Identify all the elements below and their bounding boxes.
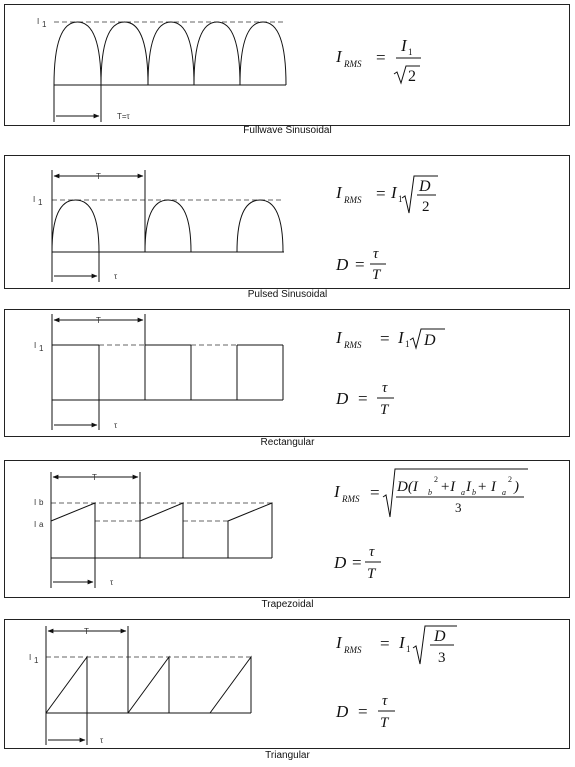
- tri-1: [46, 657, 87, 713]
- svg-text:1: 1: [39, 344, 44, 353]
- svg-text:T: T: [372, 267, 381, 283]
- svg-text:=: =: [380, 329, 390, 348]
- svg-text:D(I: D(I: [397, 479, 418, 495]
- svg-text:RMS: RMS: [344, 340, 362, 350]
- svg-text:RMS: RMS: [342, 494, 360, 504]
- svg-text:I: I: [399, 633, 405, 652]
- svg-text:T: T: [84, 627, 89, 636]
- svg-text:I: I: [336, 633, 342, 652]
- svg-text:I: I: [336, 47, 342, 66]
- svg-text:=: =: [370, 483, 380, 502]
- svg-text:I: I: [336, 328, 342, 347]
- svg-text:D: D: [336, 255, 349, 274]
- hump-5: [240, 22, 286, 85]
- svg-text:RMS: RMS: [344, 645, 362, 655]
- svg-text:T: T: [92, 473, 97, 482]
- triangular-waveform: [29, 626, 251, 745]
- tri-3: [210, 657, 251, 713]
- fullwave-formula: [335, 36, 421, 85]
- trapezoidal-formula: [333, 469, 528, 582]
- i1-label: I: [34, 341, 37, 350]
- hump-2: [101, 22, 148, 85]
- svg-text:1: 1: [405, 339, 410, 349]
- sqrt-sign: [394, 66, 420, 83]
- trapezoidal-waveform: [34, 472, 272, 588]
- svg-text:D: D: [336, 702, 349, 721]
- svg-text:D: D: [434, 628, 446, 645]
- svg-text:a: a: [39, 520, 44, 529]
- svg-text:T: T: [96, 316, 101, 325]
- hump-4: [194, 22, 240, 85]
- ib-label: I: [34, 498, 37, 507]
- svg-text:): ): [514, 479, 519, 495]
- svg-text:=: =: [358, 702, 368, 721]
- i1-sub: 1: [42, 20, 47, 29]
- svg-text:T: T: [96, 172, 101, 181]
- svg-text:a: a: [461, 488, 465, 497]
- tri-2: [128, 657, 169, 713]
- period-label: T=τ: [117, 112, 130, 121]
- svg-text:τ: τ: [114, 272, 118, 281]
- pulse-2: [145, 200, 191, 252]
- svg-text:2: 2: [422, 199, 430, 215]
- svg-text:I: I: [336, 183, 342, 202]
- svg-text:=: =: [376, 184, 386, 203]
- svg-text:D: D: [334, 553, 347, 572]
- fullwave-waveform: [37, 17, 286, 122]
- caption-rectangular: Rectangular: [260, 437, 315, 448]
- triangular-formula: [335, 626, 457, 731]
- svg-text:=: =: [376, 48, 386, 67]
- pulse-3: [237, 200, 283, 252]
- pulsed-formula: [335, 176, 438, 283]
- svg-text:2: 2: [434, 475, 438, 484]
- svg-text:I: I: [391, 183, 397, 202]
- i1-label: I: [37, 17, 40, 26]
- svg-text:RMS: RMS: [344, 195, 362, 205]
- svg-text:1: 1: [408, 47, 413, 57]
- svg-text:b: b: [39, 498, 44, 507]
- trap-1: [51, 503, 95, 558]
- svg-text:3: 3: [455, 500, 462, 515]
- trap-3: [228, 503, 272, 558]
- svg-text:2: 2: [408, 68, 416, 85]
- svg-text:D: D: [424, 332, 436, 349]
- i1-label: I: [33, 195, 36, 204]
- svg-text:=: =: [358, 389, 368, 408]
- svg-text:+ I: + I: [477, 479, 496, 495]
- svg-text:T: T: [380, 715, 389, 731]
- svg-text:=: =: [380, 634, 390, 653]
- svg-text:1: 1: [398, 194, 403, 204]
- svg-text:=: =: [352, 553, 362, 572]
- hump-3: [148, 22, 194, 85]
- svg-text:T: T: [367, 566, 376, 582]
- svg-text:I: I: [466, 479, 471, 495]
- svg-text:3: 3: [438, 650, 446, 666]
- svg-text:I: I: [401, 36, 407, 55]
- svg-text:τ: τ: [382, 380, 388, 396]
- svg-text:b: b: [472, 488, 476, 497]
- svg-text:b: b: [428, 488, 432, 497]
- svg-text:1: 1: [34, 656, 39, 665]
- hump-1: [54, 22, 101, 85]
- svg-text:τ: τ: [110, 578, 114, 587]
- pulsed-waveform: [33, 170, 284, 282]
- svg-text:τ: τ: [369, 544, 375, 560]
- svg-text:2: 2: [508, 475, 512, 484]
- caption-pulsed: Pulsed Sinusoidal: [247, 289, 328, 300]
- svg-text:T: T: [380, 402, 389, 418]
- trap-2: [140, 503, 183, 558]
- svg-text:τ: τ: [114, 421, 118, 430]
- svg-text:D: D: [336, 389, 349, 408]
- svg-text:D: D: [419, 178, 431, 195]
- pulse-1: [52, 200, 99, 252]
- svg-text:τ: τ: [100, 736, 104, 745]
- caption-triangular: Triangular: [265, 750, 310, 761]
- svg-text:1: 1: [38, 198, 43, 207]
- svg-text:1: 1: [406, 644, 411, 654]
- svg-text:I: I: [334, 482, 340, 501]
- rectangular-waveform: [34, 314, 283, 430]
- svg-text:=: =: [355, 255, 365, 274]
- svg-text:a: a: [502, 488, 506, 497]
- caption-fullwave: Fullwave Sinusoidal: [243, 125, 332, 136]
- svg-text:τ: τ: [373, 246, 379, 262]
- svg-text:I: I: [398, 328, 404, 347]
- svg-text:RMS: RMS: [344, 59, 362, 69]
- i1-label: I: [29, 653, 32, 662]
- ia-label: I: [34, 520, 37, 529]
- svg-text:+I: +I: [440, 479, 456, 495]
- caption-trapezoidal: Trapezoidal: [261, 599, 314, 610]
- rectangular-formula: [335, 328, 445, 418]
- svg-text:τ: τ: [382, 693, 388, 709]
